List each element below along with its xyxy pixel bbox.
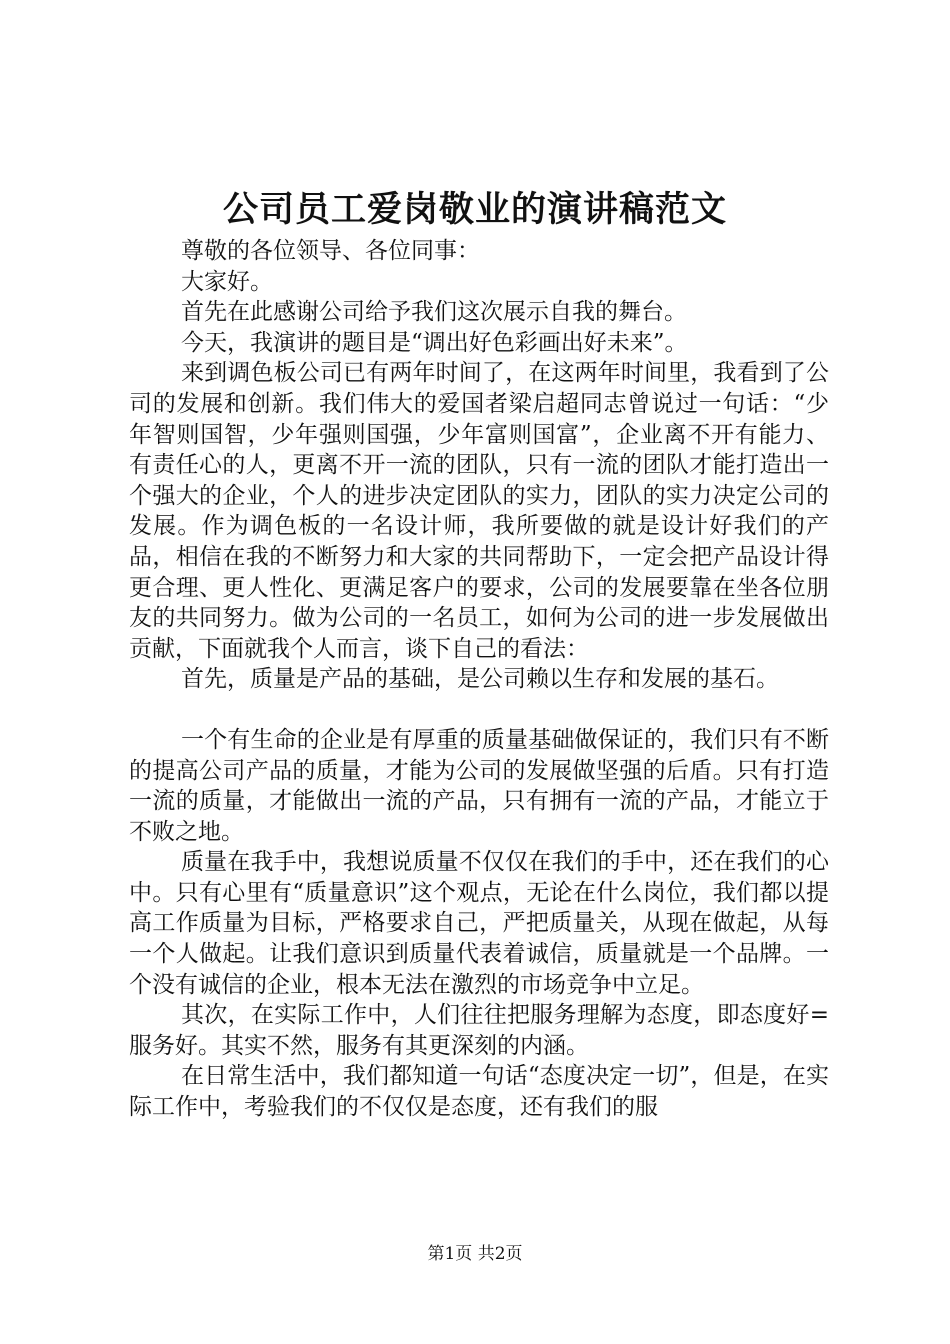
document-title: 公司员工爱岗敬业的演讲稿范文 xyxy=(222,189,727,230)
paragraph-thanks: 首先在此感谢公司给予我们这次展示自我的舞台。 xyxy=(181,299,687,326)
paragraph-intro: 来到调色板公司已有两年时间了，在这两年时间里，我看到了公司的发展和创新。我们伟大的爱国者梁启超同志曾说过一句话：“少年智则国智，少年强则国强，少年富则国富”，企业离不开有能力、有责任心的人，更离不开一流的团队，只有一流的团队才能打造出一个强大的企业，个人的进步决定团队的实力，团队的实力决定公司的发展。作为调色板的一名设计师，我所要做的就是设计好我们的产品，相信在我的不断努力和大家的共同帮助下，一定会把产品设计得更合理、更人性化、更满足客户的要求，公司的发展要靠在坐各位朋友的共同努力。做为公司的一名员工，如何为公司的进一步发展做出贡献，下面就我个人而言，谈下自己的看法： xyxy=(129,360,829,662)
paragraph-quality-in-hand: 质量在我手中，我想说质量不仅仅在我们的手中，还在我们的心中。只有心里有“质量意识”这个观点，无论在什么岗位，我们都以提高工作质量为目标，严格要求自己，严把质量关，从现在做起，从每一个人做起。让我们意识到质量代表着诚信，质量就是一个品牌。一个没有诚信的企业，根本无法在激烈的市场竞争中立足。 xyxy=(129,849,829,998)
page-number-footer: 第1页 共2页 xyxy=(427,1244,523,1264)
paragraph-quality-heading: 首先，质量是产品的基础，是公司赖以生存和发展的基石。 xyxy=(181,666,779,693)
paragraph-greeting: 大家好。 xyxy=(181,268,273,295)
paragraph-service-heading: 其次，在实际工作中，人们往往把服务理解为态度，即态度好=服务好。其实不然，服务有其更深刻的内涵。 xyxy=(129,1002,829,1059)
paragraph-attitude: 在日常生活中，我们都知道一句话“态度决定一切”，但是，在实际工作中，考验我们的不仅仅是态度，还有我们的服 xyxy=(129,1063,829,1121)
paragraph-salutation: 尊敬的各位领导、各位同事： xyxy=(181,238,480,264)
paragraph-topic: 今天，我演讲的题目是“调出好色彩画出好未来”。 xyxy=(181,329,688,356)
document-body xyxy=(129,236,829,1123)
paragraph-quality-foundation: 一个有生命的企业是有厚重的质量基础做保证的，我们只有不断的提高公司产品的质量，才能为公司的发展做坚强的后盾。只有打造一流的质量，才能做出一流的产品，只有拥有一流的产品，才能立于不败之地。 xyxy=(129,726,829,845)
